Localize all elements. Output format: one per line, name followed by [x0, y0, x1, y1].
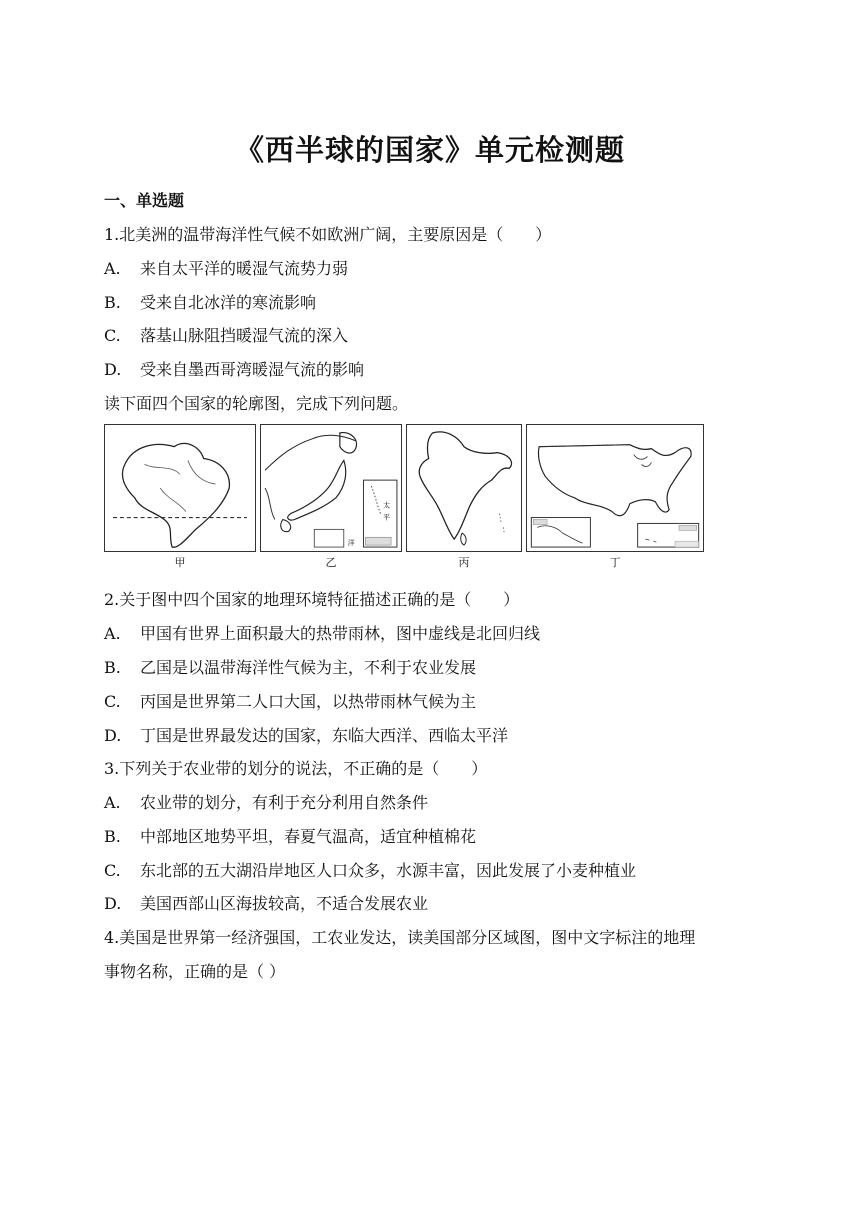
q4-stem-line1: 4.美国是世界第一经济强国，工农业发达，读美国部分区域图，图中文字标注的地理 — [104, 928, 696, 947]
japan-outline-map — [261, 425, 401, 551]
map-panel-usa — [526, 424, 704, 552]
map-panel-japan — [260, 424, 402, 552]
option-text: 东北部的五大湖沿岸地区人口众多，水源丰富，因此发展了小麦种植业 — [140, 861, 637, 880]
japan-label-tai: 太 — [383, 501, 391, 510]
option-text: 丁国是世界最发达的国家，东临大西洋、西临太平洋 — [140, 726, 509, 745]
section-heading: 一、单选题 — [104, 191, 185, 210]
caption-ding: 丁 — [609, 556, 621, 569]
caption-bing: 丙 — [458, 556, 470, 569]
japan-label-ping: 平 — [383, 513, 391, 522]
option-text: 乙国是以温带海洋性气候为主，不利于农业发展 — [140, 658, 477, 677]
q3-option-d — [104, 891, 428, 914]
option-letter: D. — [104, 894, 122, 913]
page-title: 《西半球的国家》单元检测题 — [234, 133, 625, 167]
figure-intro: 读下面四个国家的轮廓图，完成下列问题。 — [104, 394, 409, 413]
option-text: 丙国是世界第二人口大国，以热带雨林气候为主 — [140, 692, 477, 711]
caption-jia: 甲 — [174, 556, 186, 569]
country-outline-figure — [104, 424, 704, 570]
map-panel-india — [406, 424, 522, 552]
q2-option-a — [104, 621, 540, 644]
option-text: 美国西部山区海拔较高，不适合发展农业 — [140, 894, 429, 913]
q3-option-a — [104, 790, 428, 813]
q1-option-a — [104, 256, 348, 279]
q2-option-c — [104, 689, 476, 712]
option-letter: A. — [104, 793, 121, 812]
option-text: 落基山脉阻挡暖湿气流的深入 — [140, 326, 349, 345]
option-letter: B. — [104, 827, 121, 846]
q4-stem-line2: 事物名称，正确的是（ ） — [104, 962, 286, 981]
option-text: 甲国有世界上面积最大的热带雨林，图中虚线是北回归线 — [140, 624, 541, 643]
option-text: 受来自墨西哥湾暖湿气流的影响 — [140, 360, 365, 379]
option-letter: B. — [104, 658, 121, 677]
option-text: 受来自北冰洋的寒流影响 — [140, 293, 317, 312]
q2-stem: 2.关于图中四个国家的地理环境特征描述正确的是（ ） — [104, 590, 520, 609]
option-letter: C. — [104, 326, 121, 345]
q1-option-b — [104, 290, 316, 313]
option-letter: B. — [104, 293, 121, 312]
option-letter: C. — [104, 861, 121, 880]
q3-stem: 3.下列关于农业带的划分的说法，不正确的是（ ） — [104, 759, 488, 778]
brazil-outline-map — [105, 425, 255, 551]
q2-option-b — [104, 655, 476, 678]
option-text: 中部地区地势平坦，春夏气温高，适宜种植棉花 — [140, 827, 477, 846]
japan-label-yang: 洋 — [347, 539, 355, 548]
option-letter: D. — [104, 360, 122, 379]
option-letter: D. — [104, 726, 122, 745]
caption-yi: 乙 — [325, 556, 337, 569]
q3-option-b — [104, 824, 476, 847]
option-text: 农业带的划分，有利于充分利用自然条件 — [140, 793, 429, 812]
usa-outline-map — [527, 425, 703, 551]
q1-stem: 1.北美洲的温带海洋性气候不如欧洲广阔，主要原因是（ ） — [104, 225, 552, 244]
option-letter: A. — [104, 259, 121, 278]
q1-option-c — [104, 323, 348, 346]
q3-option-c — [104, 858, 636, 881]
q2-option-d — [104, 723, 508, 746]
q1-option-d — [104, 357, 364, 380]
option-letter: A. — [104, 624, 121, 643]
map-panel-brazil — [104, 424, 256, 552]
option-letter: C. — [104, 692, 121, 711]
india-outline-map — [407, 425, 521, 551]
option-text: 来自太平洋的暖湿气流势力弱 — [140, 259, 349, 278]
